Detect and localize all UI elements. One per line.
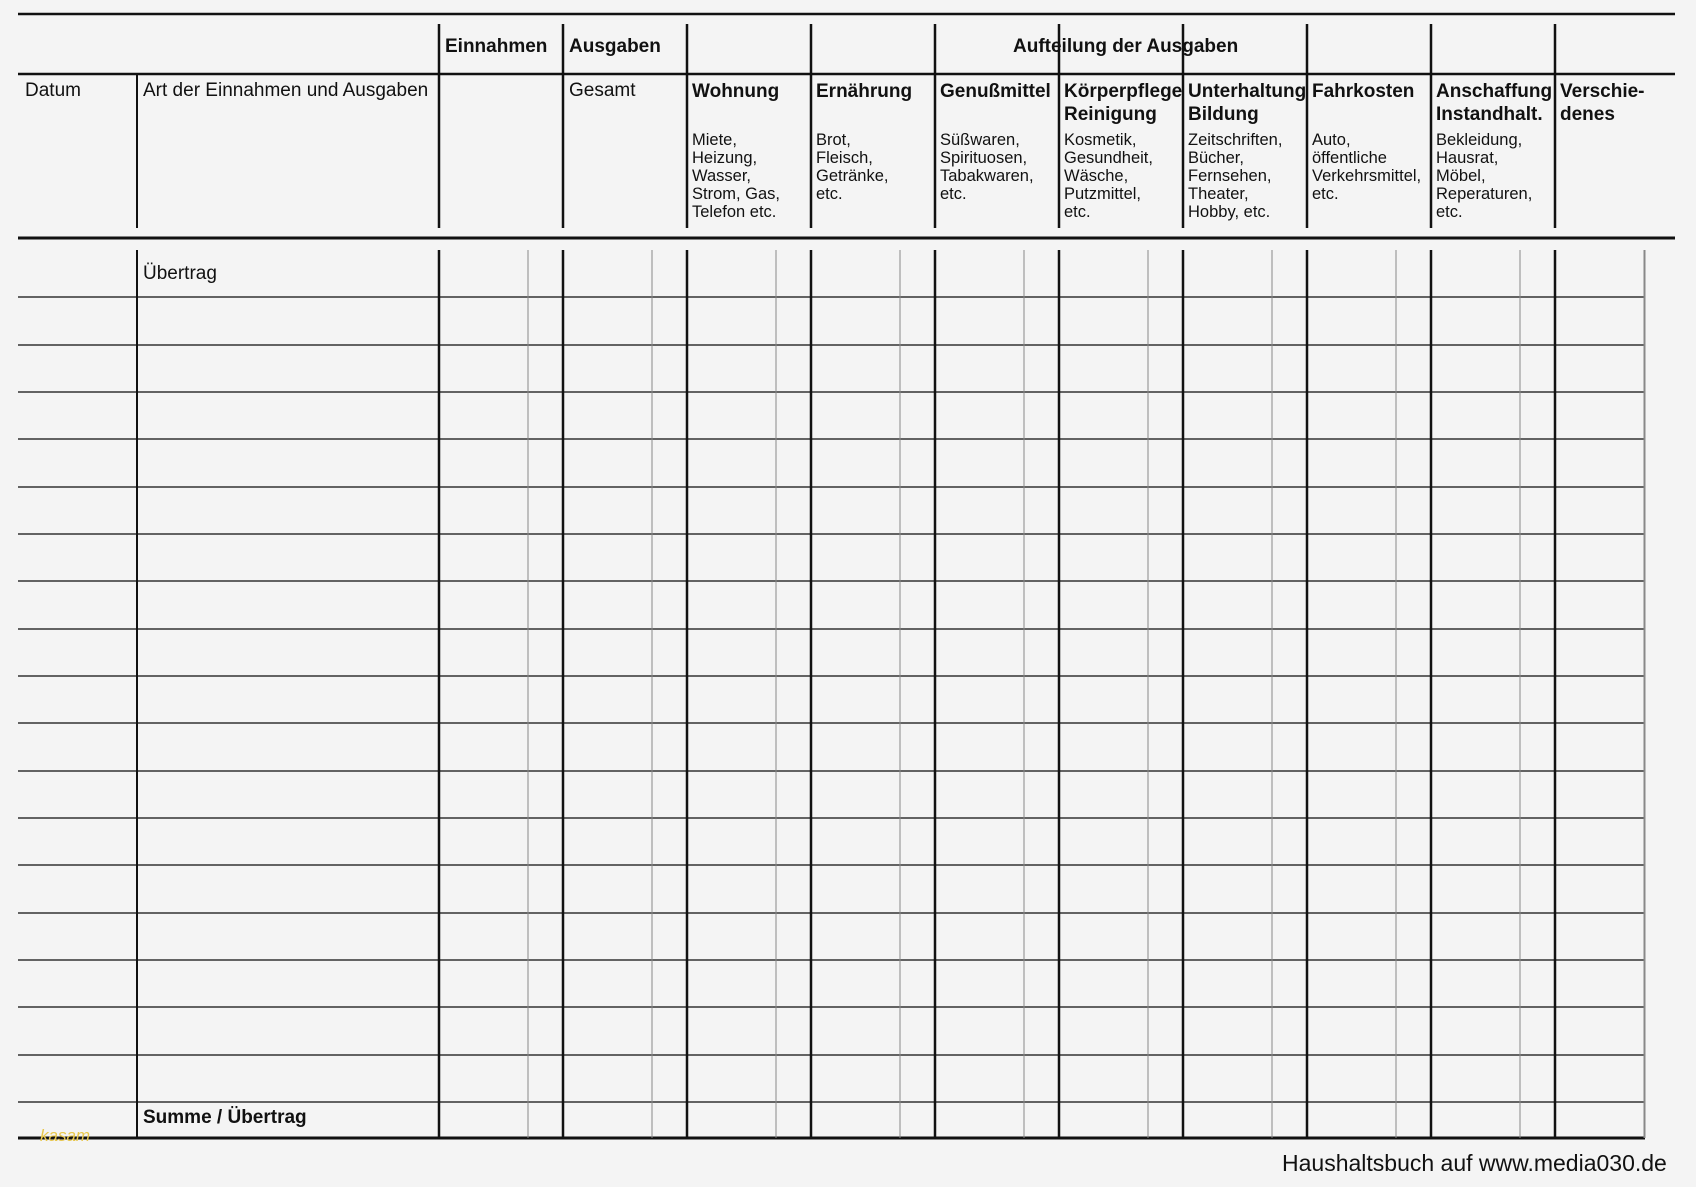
category-examples: Auto, öffentliche Verkehrsmittel, etc. — [1312, 131, 1422, 203]
category-examples: Süßwaren, Spirituosen, Tabakwaren, etc. — [940, 131, 1034, 203]
category-examples: Bekleidung, Hausrat, Möbel, Reperaturen, etc. — [1436, 131, 1533, 221]
category-examples: Kosmetik, Gesundheit, Wäsche, Putzmittel, etc. — [1064, 131, 1153, 221]
category-title: Verschie- denes — [1560, 81, 1645, 125]
summe-uebertrag-label: Summe / Übertrag — [143, 1107, 307, 1128]
category-title: Fahrkosten — [1312, 81, 1415, 102]
category-title: Unterhaltung Bildung — [1188, 81, 1307, 125]
datum-header: Datum — [25, 80, 81, 101]
category-examples: Zeitschriften, Bücher, Fernsehen, Theater, Hobby, etc. — [1188, 131, 1283, 221]
category-title: Ernährung — [816, 81, 913, 102]
footer-credit: Haushaltsbuch auf www.media030.de — [1282, 1150, 1667, 1176]
category-title: Wohnung — [692, 81, 780, 102]
category-title: Genußmittel — [940, 81, 1051, 102]
category-title: Anschaffung Instandhalt. — [1436, 81, 1553, 125]
art-header: Art der Einnahmen und Ausgaben — [143, 80, 429, 101]
aufteilung-header: Aufteilung der Ausgaben — [1013, 36, 1239, 57]
ausgaben-header: Ausgaben — [569, 36, 661, 57]
watermark: kasam — [40, 1126, 91, 1145]
einnahmen-header: Einnahmen — [445, 36, 548, 57]
category-examples: Brot, Fleisch, Getränke, etc. — [816, 131, 889, 203]
uebertrag-label: Übertrag — [143, 263, 217, 284]
category-examples: Miete, Heizung, Wasser, Strom, Gas, Telefon etc. — [692, 131, 781, 221]
category-title: Körperpflege Reinigung — [1064, 81, 1183, 125]
gesamt-header: Gesamt — [569, 80, 636, 101]
